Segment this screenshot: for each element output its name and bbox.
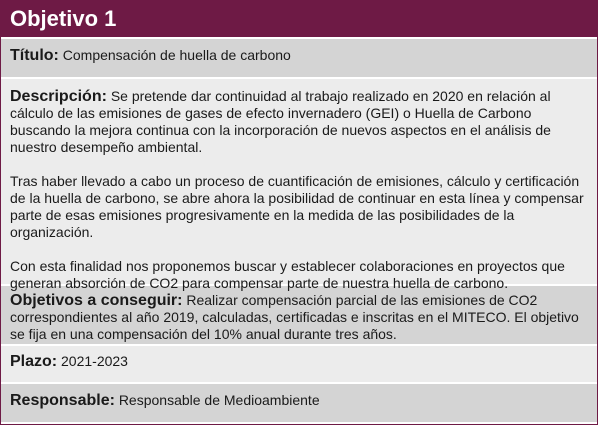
descripcion-text-1: Se pretende dar continuidad al trabajo realizado en 2020 en relación al cálculo de las emisiones de gases de efecto invernadero (GEI) o Huella de Carbono buscando la mejora continua con la incorporación de nuevos aspectos en el análisis de nuestro desempeño ambiental. <box>10 88 551 155</box>
descripcion-p1 <box>10 88 588 156</box>
objetivos-row <box>1 284 597 344</box>
objective-title: Objetivo 1 <box>1 1 597 37</box>
responsable-label: Responsable: <box>10 392 115 409</box>
responsable-row <box>1 382 597 422</box>
objetivos-paragraph <box>10 292 588 343</box>
descripcion-p2: Tras haber llevado a cabo un proceso de cuantificación de emisiones, cálculo y certificación de la huella de carbono, se abre ahora la posibilidad de continuar en esta línea y compensar parte de esas emisiones progresivamente en la medida de las posibilidades de la organización. <box>10 173 584 240</box>
objetivos-value: Realizar compensación parcial de las emisiones de CO2 correspondientes al año 2019, calculadas, certificadas e inscritas en el MITECO. El objetivo se fija en una compensación del 10% anual durante tres años. <box>10 292 579 342</box>
plazo-label: Plazo: <box>10 353 58 370</box>
descripcion-p3: Con esta finalidad nos proponemos buscar y establecer colaboraciones en proyectos que generan absorción de CO2 para compensar parte de nuestra huella de carbono. <box>10 258 565 291</box>
descripcion-row <box>1 77 597 291</box>
descripcion-label: Descripción: <box>10 88 107 105</box>
plazo-row <box>1 344 597 382</box>
titulo-value: Compensación de huella de carbono <box>62 47 291 63</box>
objetivos-label: Objetivos a conseguir: <box>10 292 183 309</box>
plazo-value: 2021-2023 <box>61 353 128 369</box>
responsable-value: Responsable de Medioambiente <box>118 392 320 408</box>
titulo-label: Título: <box>10 47 59 64</box>
titulo-row <box>1 37 597 77</box>
